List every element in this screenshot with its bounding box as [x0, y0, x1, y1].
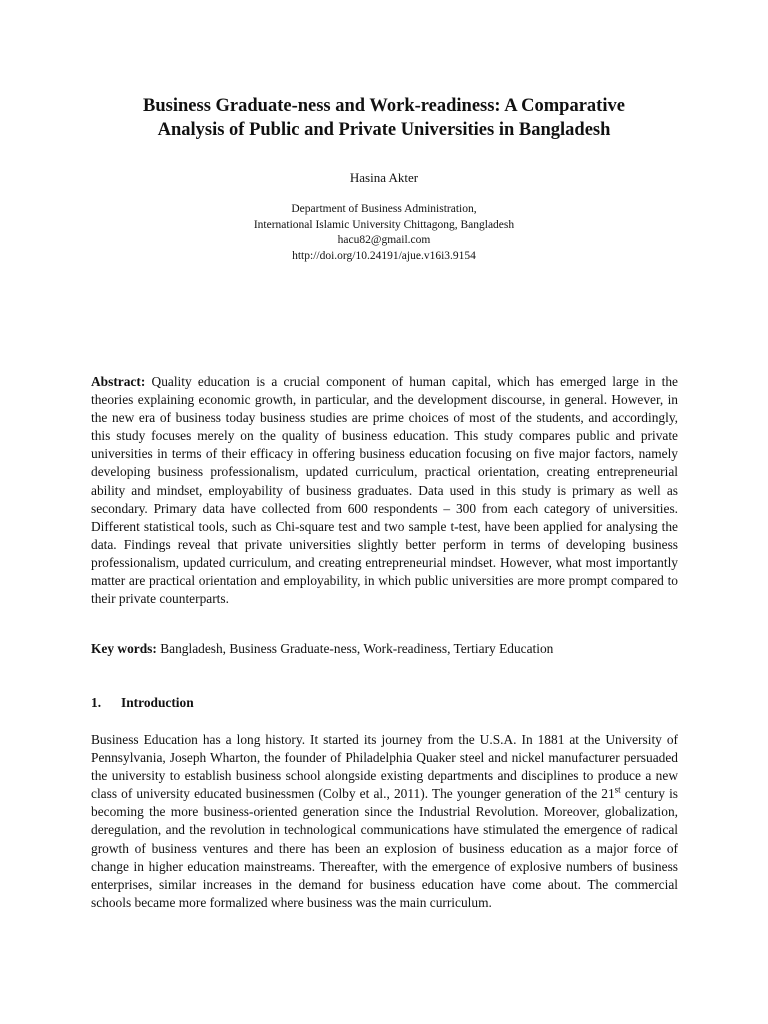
section-title: Introduction: [121, 695, 194, 710]
department: Department of Business Administration,: [291, 203, 477, 215]
ordinal-superscript: st: [614, 784, 621, 795]
section-heading-introduction: [91, 694, 194, 712]
university: International Islamic University Chittagong, Bangladesh: [253, 218, 515, 231]
author-affiliation: [0, 202, 768, 264]
title-line-2: Analysis of Public and Private Universities in Bangladesh: [157, 120, 611, 140]
introduction-paragraph: [91, 731, 678, 912]
keywords-text: Bangladesh, Business Graduate-ness, Work-readiness, Tertiary Education: [160, 641, 554, 656]
intro-text-part-1: Business Education has a long history. It started its journey from the U.S.A. In 1881 at the University of Pennsylvania, Joseph Wharton, the founder of Philadelphia Quaker steel and nickel manufacturer persuaded the university to establish business school alongside existing departments and disciplines to produce a new class of university educated businessmen (Colby et al., 2011). The younger generation of the 21: [91, 732, 678, 802]
intro-text-part-2: century is becoming the more business-oriented generation since the Industrial Revolution. Moreover, globalization, deregulation, and the revolution in technological communications have stimulated the emergence of radical growth of business ventures and there has been an explosion of business education as a major force of change in higher education mainstreams. Thereafter, with the emergence of explosive numbers of business enterprises, similar increases in the demand for business education have come about. The commercial schools became more formalized where business was the main curriculum.: [91, 786, 678, 910]
abstract: [91, 373, 678, 608]
author-name: Hasina Akter: [349, 170, 419, 185]
paper-title: [60, 94, 708, 142]
section-number: 1.: [91, 695, 102, 710]
email: hacu82@gmail.com: [337, 234, 431, 246]
title-line-1: Business Graduate-ness and Work-readiness: A Comparative: [143, 96, 625, 116]
doi-link[interactable]: http://doi.org/10.24191/ajue.v16i3.9154: [292, 249, 476, 262]
abstract-label: Abstract:: [91, 374, 146, 389]
keywords: [91, 640, 678, 658]
abstract-text: Quality education is a crucial component of human capital, which has emerged large in the theories explaining economic growth, in particular, and the development discourse, in general. However, in the new era of business today business studies are prime choices of most of the students, and accordingly, this study focuses merely on the quality of business education. This study compares public and private universities in terms of their efficacy in offering business education focusing on five major factors, namely developing business professionalism, updated curriculum, practical orientation, creating entrepreneurial ability and mindset, employability of business graduates. Data used in this study is primary as well as secondary. Primary data have collected from 600 respondents – 300 from each category of universities. Different statistical tools, such as Chi-square test and two sample t-test, have been applied for analysing the data. Findings reveal that private universities slightly better perform in terms of developing business professionalism, updated curriculum, and creating entrepreneurial mindset. However, what most importantly matter are practical orientation and employability, in which public universities are more prompt compared to their private counterparts.: [91, 374, 678, 607]
keywords-label: Key words:: [91, 641, 157, 656]
